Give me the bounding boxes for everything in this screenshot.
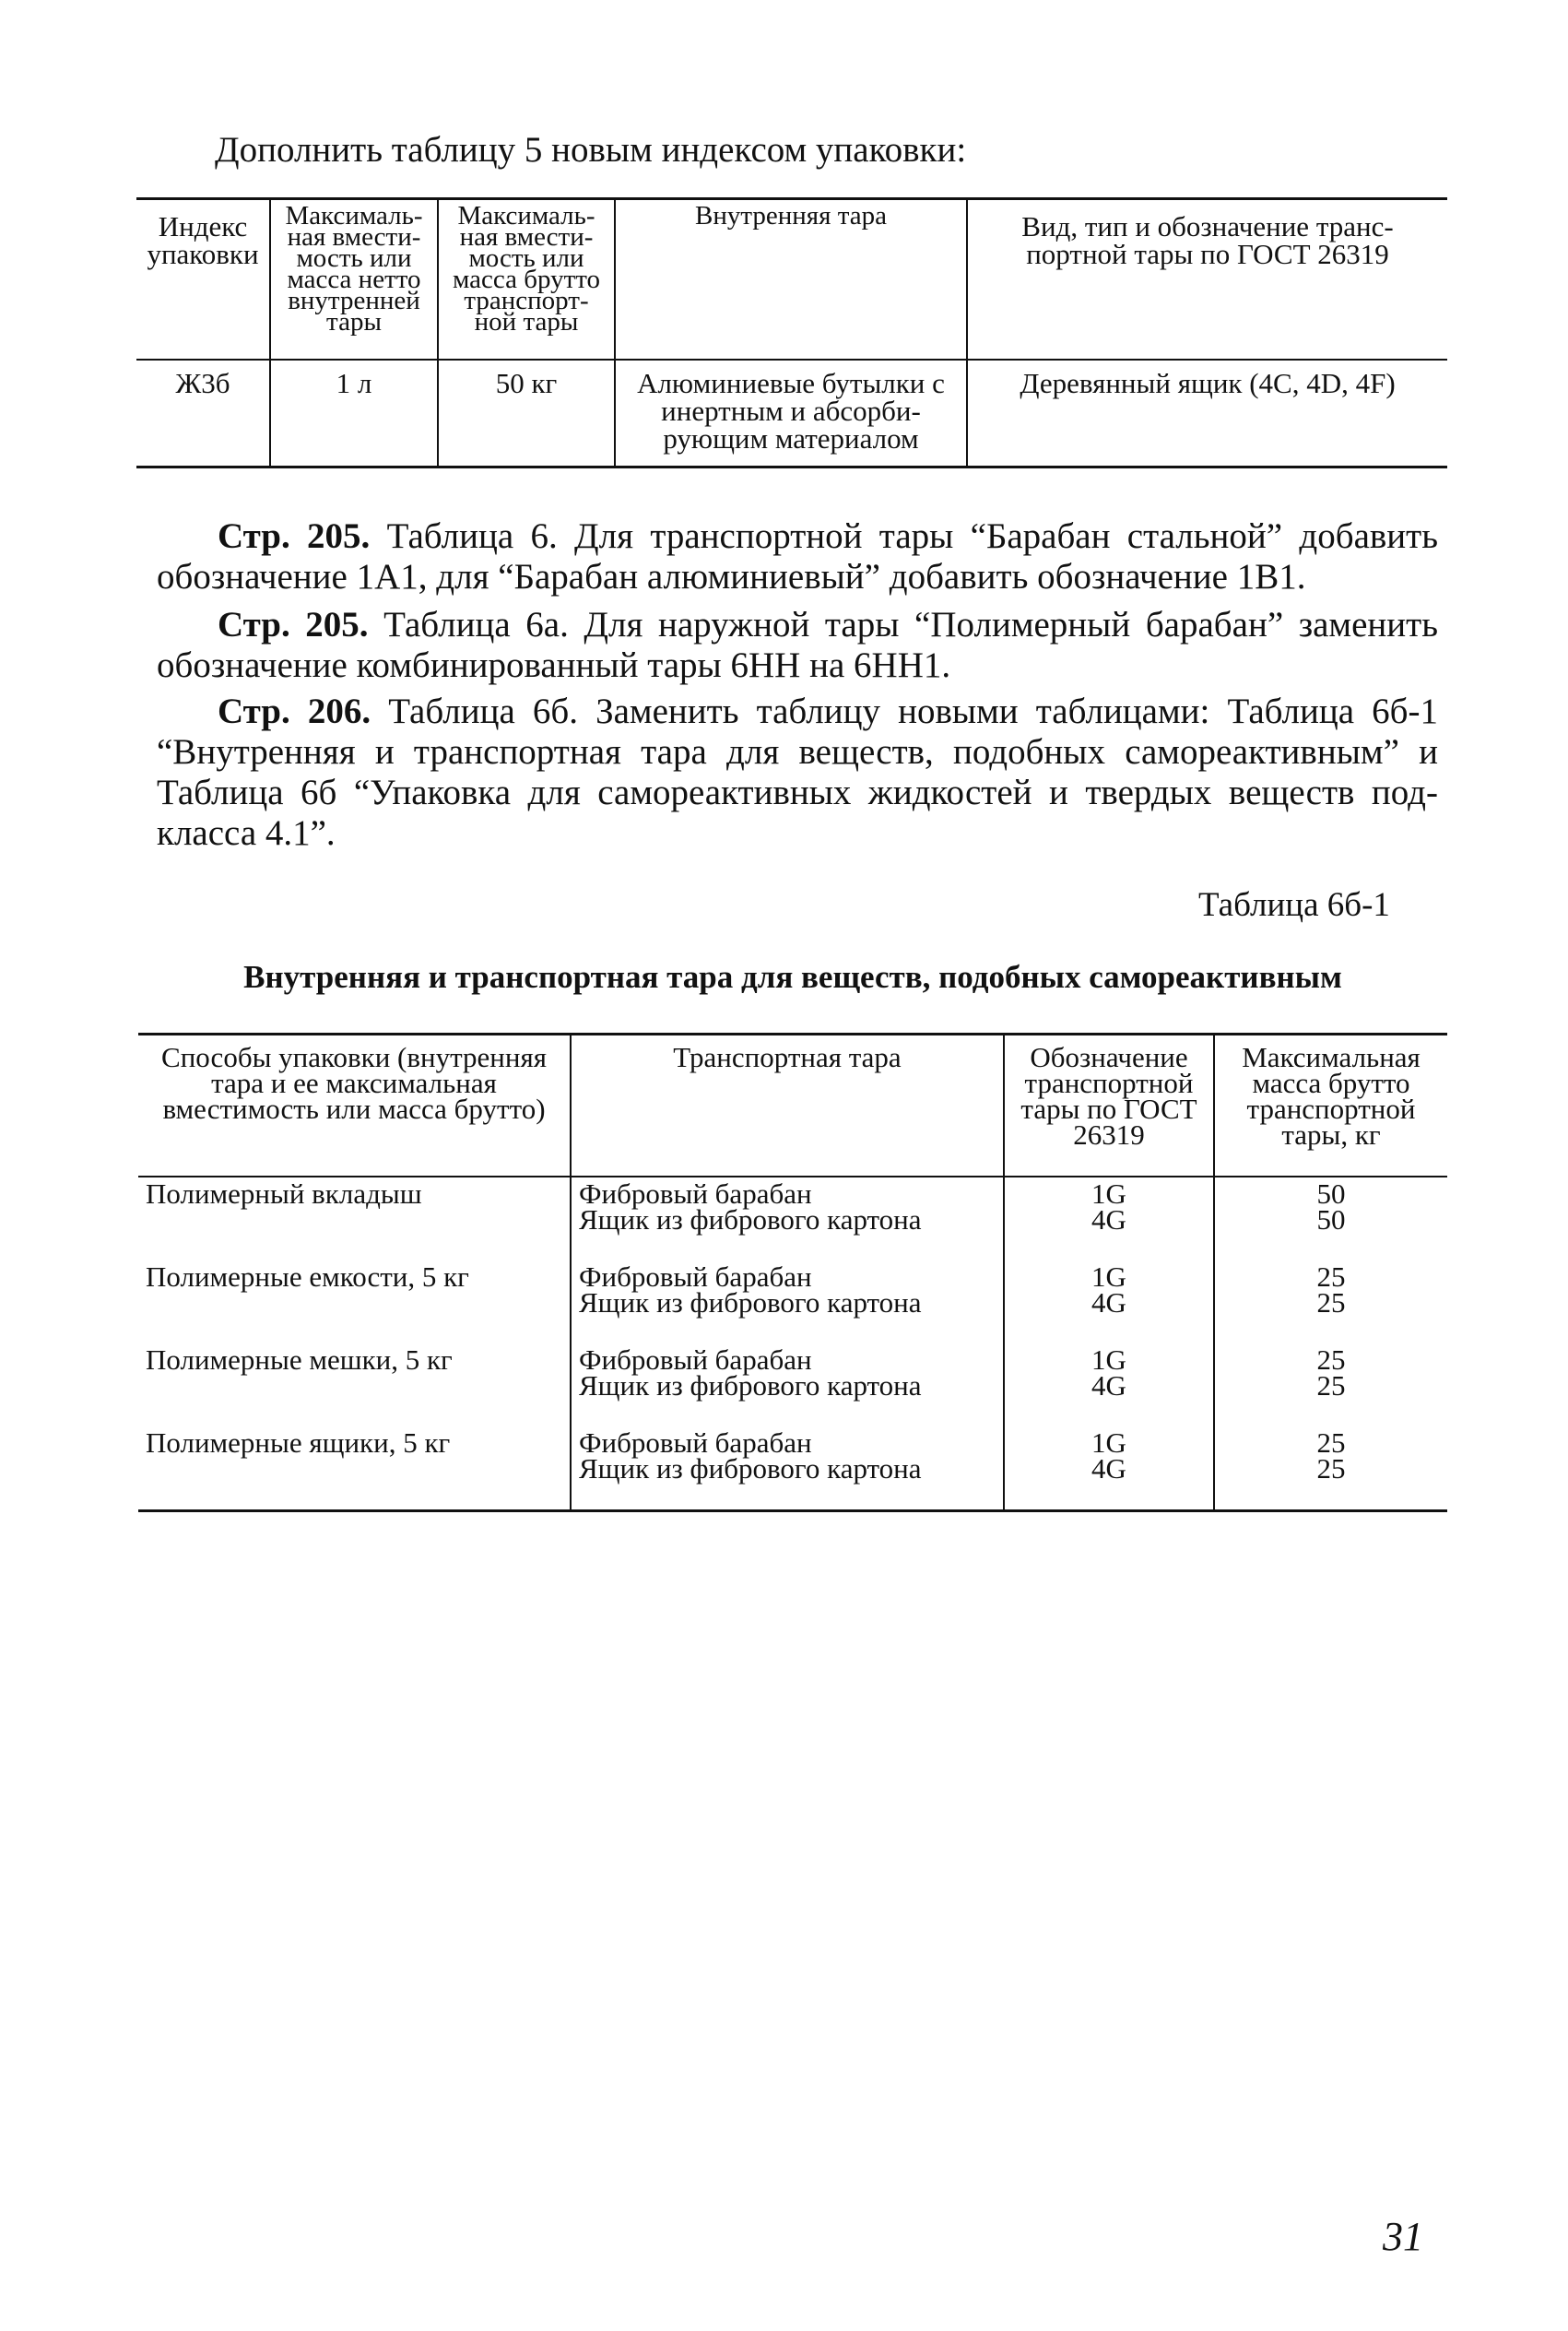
header-transport-tare: Транспортная тара — [571, 1035, 1004, 1177]
table-6b-1 — [138, 1033, 1447, 1512]
cell-index: Ж3б — [136, 360, 270, 467]
mass-line: 25 — [1316, 1260, 1346, 1293]
table-5-addition — [136, 197, 1447, 468]
cell-transport: Деревянный ящик (4C, 4D, 4F) — [967, 360, 1447, 467]
page-number: 31 — [1383, 2214, 1423, 2259]
mass-line: 25 — [1316, 1426, 1346, 1459]
header-transport-tare: Вид, тип и обозначение транс-портной тары по ГОСТ 26319 — [967, 199, 1447, 361]
code-line: 1G — [1091, 1426, 1126, 1459]
cell-inner: Алюминиевые бутылки с инертным и абсорби-рующим материалом — [615, 360, 967, 467]
cell-mass — [1214, 1343, 1447, 1426]
table-header-row — [138, 1035, 1447, 1177]
cell-tare — [571, 1343, 1004, 1426]
cell-gross: 50 кг — [438, 360, 615, 467]
paragraph-text: Таблица 6а. Для наружной тары “Полимерный барабан” заменить обозначение комбинированный тары 6НН на 6НН1. — [157, 605, 1438, 685]
tare-line: Ящик из фибрового картона — [579, 1286, 922, 1319]
tare-line: Фибровый барабан — [579, 1260, 812, 1293]
cell-code — [1004, 1426, 1214, 1511]
tare-line: Фибровый барабан — [579, 1426, 812, 1459]
tare-line: Фибровый барабан — [579, 1177, 812, 1210]
cell-tare — [571, 1260, 1004, 1343]
table-row — [136, 360, 1447, 467]
mass-line: 25 — [1316, 1343, 1346, 1376]
cell-method: Полимерные ящики, 5 кг — [138, 1426, 571, 1511]
cell-method: Полимерные емкости, 5 кг — [138, 1260, 571, 1343]
mass-line: 25 — [1316, 1452, 1346, 1485]
header-max-gross: Максималь-ная вмести-мость или масса брутто транспорт-ной тары — [438, 199, 615, 361]
table-row — [138, 1260, 1447, 1343]
tare-line: Ящик из фибрового картона — [579, 1452, 922, 1485]
cell-method: Полимерные мешки, 5 кг — [138, 1343, 571, 1426]
header-inner-tare: Внутренняя тара — [615, 199, 967, 361]
code-line: 1G — [1091, 1260, 1126, 1293]
code-line: 1G — [1091, 1177, 1126, 1210]
code-line: 4G — [1091, 1203, 1126, 1236]
paragraph-text: Таблица 6. Для транспортной тары “Барабан стальной” добавить обозначение 1А1, для “Барабан алюминиевый” добавить обозначение 1В1. — [157, 516, 1438, 597]
header-code: Обозначение транспортной тары по ГОСТ 26319 — [1004, 1035, 1214, 1177]
paragraph-3 — [157, 692, 1438, 854]
paragraph-2 — [157, 605, 1438, 686]
page-ref: Стр. 205. — [218, 605, 369, 645]
header-packing-method: Способы упаковки (внутренняя тара и ее максимальная вместимость или масса брутто) — [138, 1035, 571, 1177]
cell-net: 1 л — [270, 360, 438, 467]
cell-code — [1004, 1260, 1214, 1343]
tare-line: Ящик из фибрового картона — [579, 1203, 922, 1236]
intro-text: Дополнить таблицу 5 новым индексом упаковки: — [215, 130, 967, 170]
code-line: 4G — [1091, 1369, 1126, 1402]
table-header-row — [136, 199, 1447, 361]
cell-tare — [571, 1426, 1004, 1511]
mass-line: 25 — [1316, 1369, 1346, 1402]
header-max-mass: Максимальная масса брутто транспортной тары, кг — [1214, 1035, 1447, 1177]
cell-mass — [1214, 1260, 1447, 1343]
mass-line: 25 — [1316, 1286, 1346, 1319]
cell-code — [1004, 1343, 1214, 1426]
page-ref: Стр. 206. — [218, 692, 371, 731]
paragraph-1 — [157, 516, 1438, 598]
table-title: Внутренняя и транспортная тара для веществ, подобных самореактивным — [243, 959, 1342, 995]
cell-method: Полимерный вкладыш — [138, 1177, 571, 1260]
table-row — [138, 1177, 1447, 1260]
mass-line: 50 — [1316, 1177, 1346, 1210]
mass-line: 50 — [1316, 1203, 1346, 1236]
table-row — [138, 1426, 1447, 1511]
table-row — [138, 1343, 1447, 1426]
cell-mass — [1214, 1426, 1447, 1511]
code-line: 4G — [1091, 1452, 1126, 1485]
paragraph-text: Таблица 6б. Заменить таблицу новыми таблицами: Таблица 6б-1 “Внутренняя и транспортная тара для веществ, подобных самореактивным” и Таблица 6б “Упаковка для самореактивных жидкостей и твердых веществ под-класса 4.1”. — [157, 692, 1438, 853]
header-index: Индекс упаковки — [136, 199, 270, 361]
code-line: 4G — [1091, 1286, 1126, 1319]
header-max-net: Максималь-ная вмести-мость или масса нетто внутренней тары — [270, 199, 438, 361]
cell-tare — [571, 1177, 1004, 1260]
code-line: 1G — [1091, 1343, 1126, 1376]
page-ref: Стр. 205. — [218, 516, 371, 556]
tare-line: Фибровый барабан — [579, 1343, 812, 1376]
cell-mass — [1214, 1177, 1447, 1260]
tare-line: Ящик из фибрового картона — [579, 1369, 922, 1402]
cell-code — [1004, 1177, 1214, 1260]
table-reference: Таблица 6б-1 — [1198, 886, 1390, 924]
